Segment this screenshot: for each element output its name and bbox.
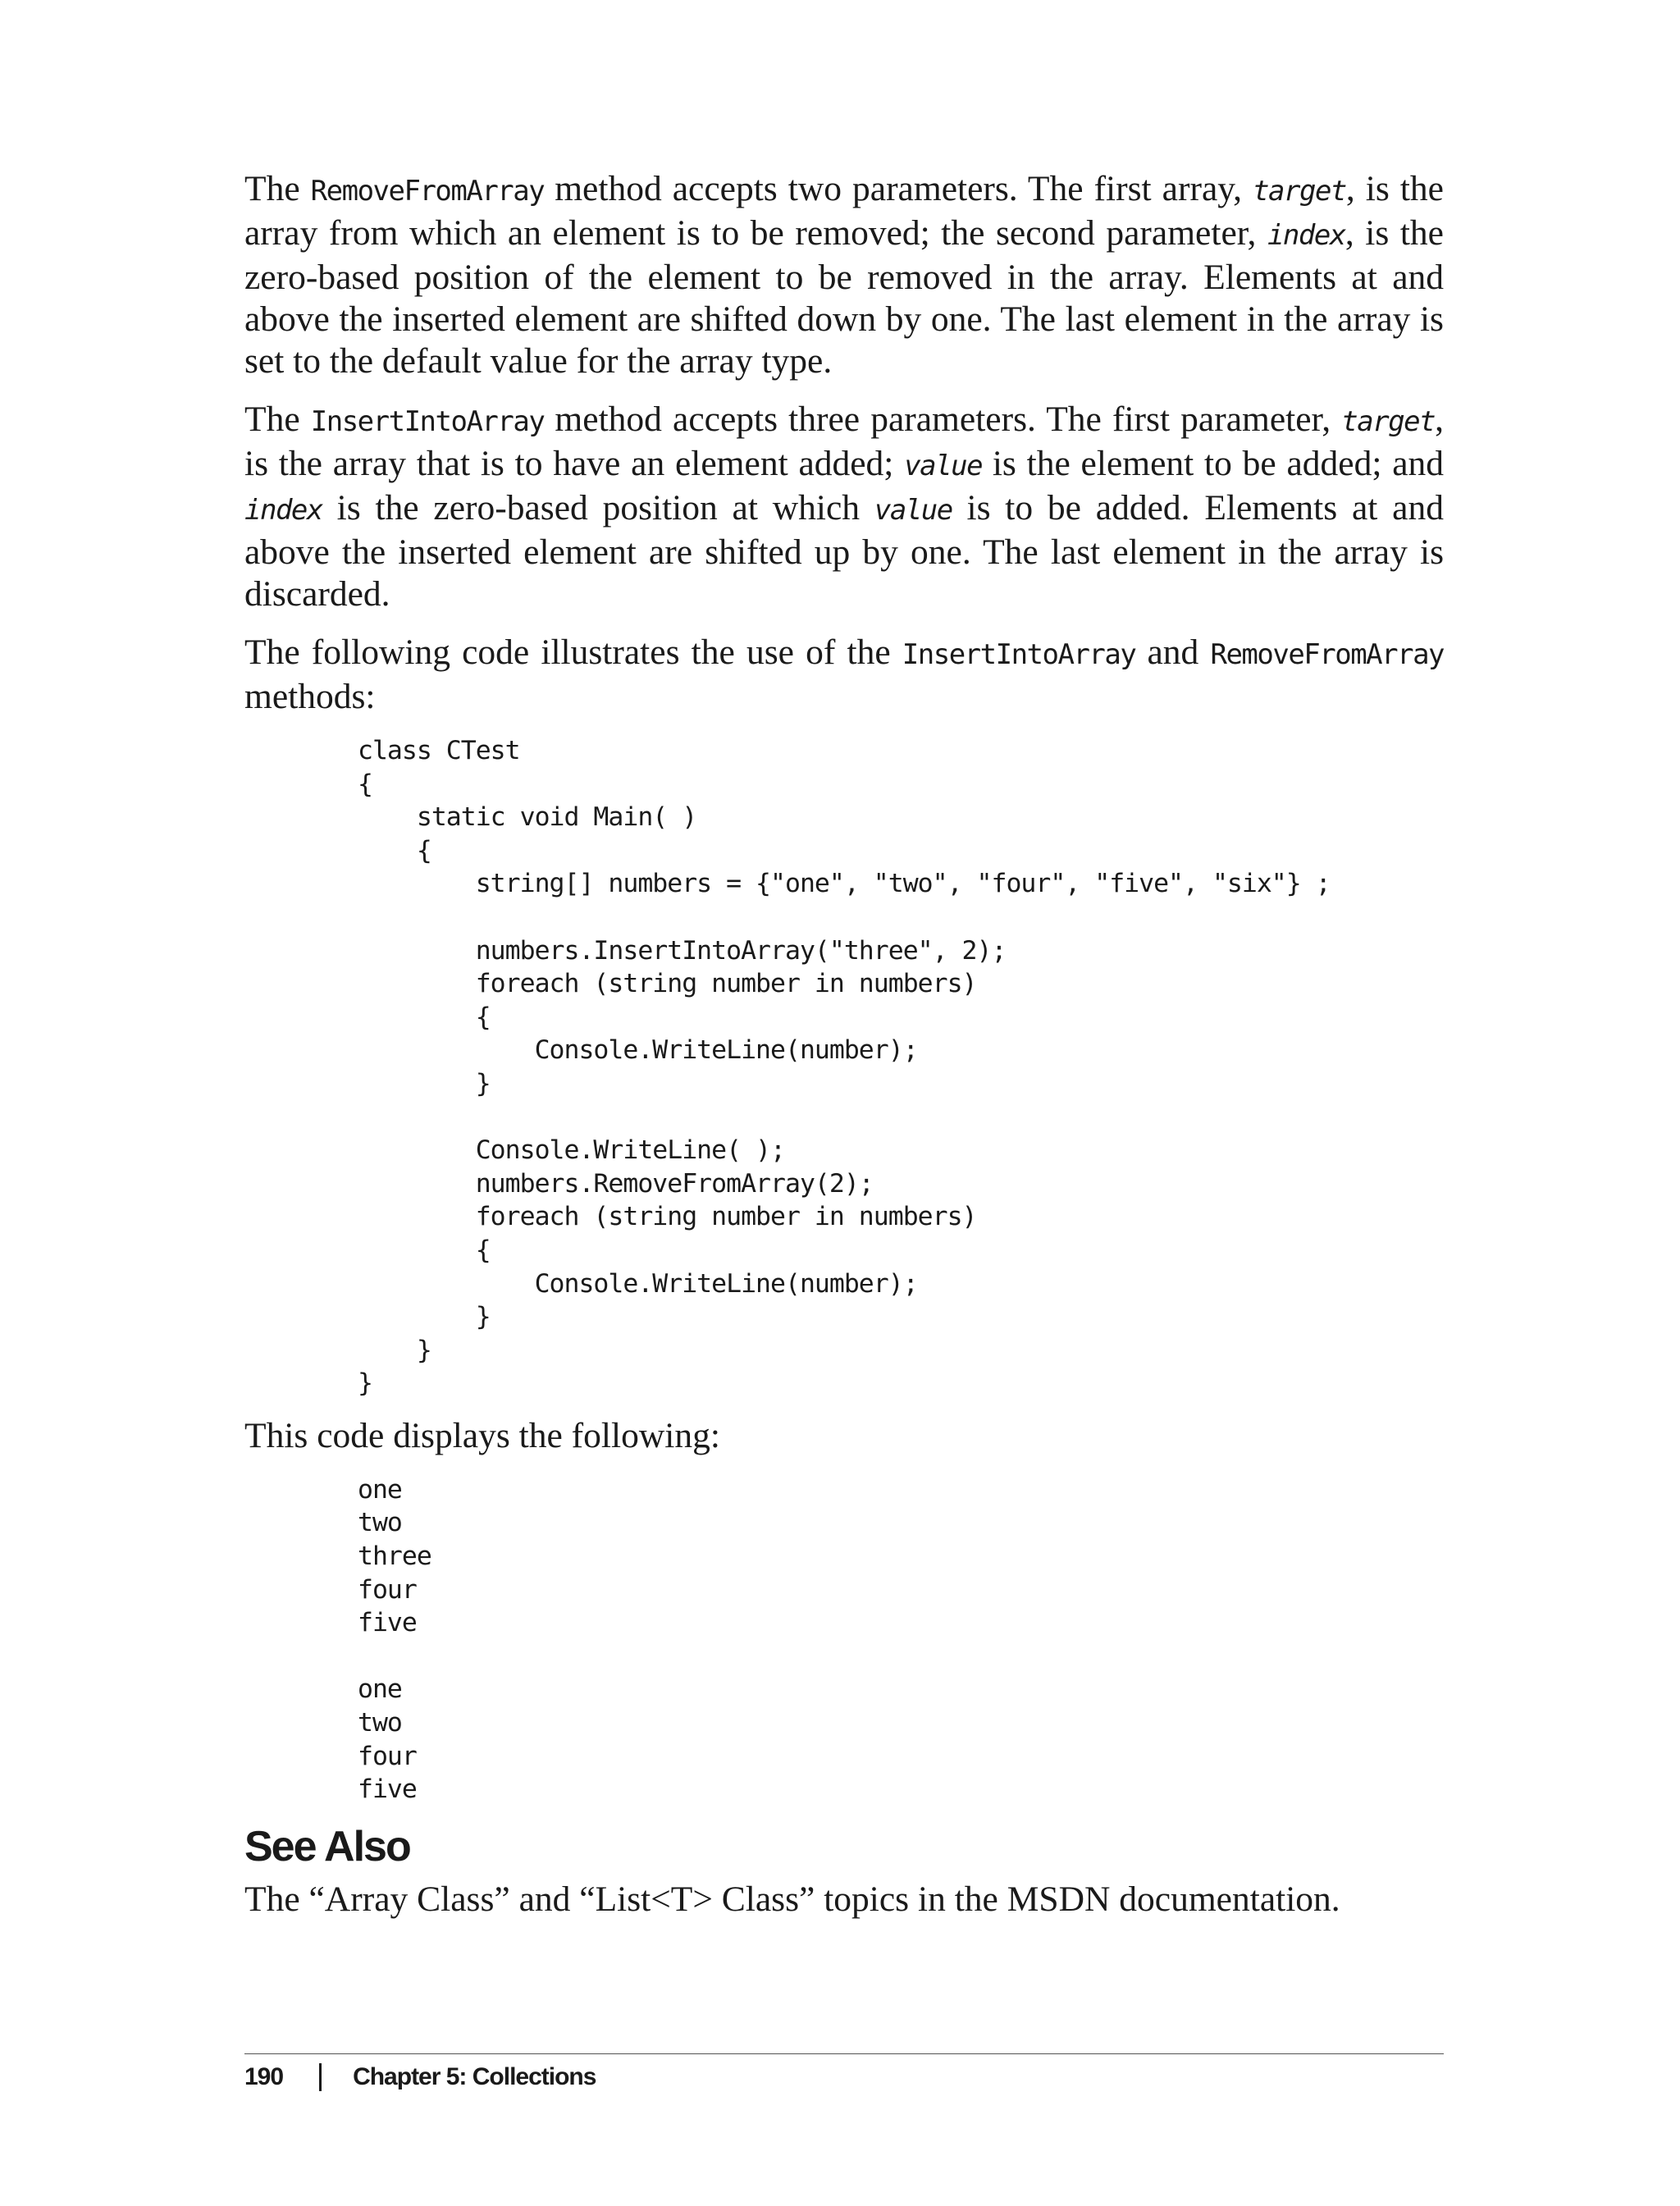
text-run: is the element to be added; and	[982, 444, 1444, 483]
paragraph-see-also: The “Array Class” and “List<T> Class” topics in the MSDN documentation.	[244, 1879, 1340, 1919]
footer-separator	[319, 2063, 322, 2091]
footer-divider	[244, 2053, 1444, 2054]
page-content	[244, 168, 1444, 1937]
inline-code-italic: value	[904, 450, 983, 482]
paragraph-remove-from-array	[244, 168, 1444, 382]
text-run: , is the array from which an element is to be removed; the second parameter,	[244, 169, 1444, 253]
text-run: method accepts two parameters. The first array,	[544, 169, 1253, 208]
inline-code: InsertIntoArray	[310, 405, 545, 438]
text-run: The following code illustrates the use of the	[244, 633, 902, 672]
chapter-title: Chapter 5: Collections	[353, 2063, 596, 2090]
inline-code: RemoveFromArray	[1210, 638, 1445, 671]
output-listing: one two three four five one two four five	[358, 1474, 431, 1805]
text-run: , is the zero-based position of the element to be removed in the array. Elements at and above the inserted element are shifted down by one. The last element in the array is set to the default value for the array type.	[244, 213, 1444, 381]
text-run: and	[1135, 633, 1211, 672]
text-run: , is the array that is to have an element added;	[244, 400, 1444, 483]
page-number: 190	[244, 2063, 284, 2090]
inline-code: InsertIntoArray	[902, 638, 1136, 671]
code-listing: class CTest { static void Main( ) { string[] numbers = {"one", "two", "four", "five", "six"} ; numbers.InsertIntoArray("three", 2); foreach (string number in numbers) { Console.WriteLine(number); } Console.WriteLine( ); numbers.RemoveFromArray(2); foreach (string number in numbers) { Console.WriteLine(number); } } }	[358, 736, 1331, 1399]
text-run: is the zero-based position at which	[322, 488, 874, 528]
inline-code-italic: value	[874, 494, 952, 527]
text-run: method accepts three parameters. The first parameter,	[544, 400, 1342, 439]
inline-code-italic: target	[1341, 405, 1436, 438]
text-run: methods:	[244, 677, 376, 716]
text-run: is to be added. Elements at and above the inserted element are shifted up by one. The last element in the array is discarded.	[244, 488, 1444, 614]
inline-code-italic: index	[244, 494, 322, 527]
text-run: The	[244, 169, 311, 208]
paragraph-output-intro: This code displays the following:	[244, 1415, 720, 1455]
page-footer	[244, 2063, 596, 2091]
inline-code: RemoveFromArray	[310, 175, 545, 208]
paragraph-code-intro	[244, 632, 1444, 718]
text-run: The	[244, 400, 311, 439]
inline-code-italic: target	[1253, 175, 1346, 208]
inline-code-italic: index	[1267, 219, 1345, 252]
paragraph-insert-into-array	[244, 399, 1444, 615]
section-heading-see-also: See Also	[244, 1822, 410, 1870]
